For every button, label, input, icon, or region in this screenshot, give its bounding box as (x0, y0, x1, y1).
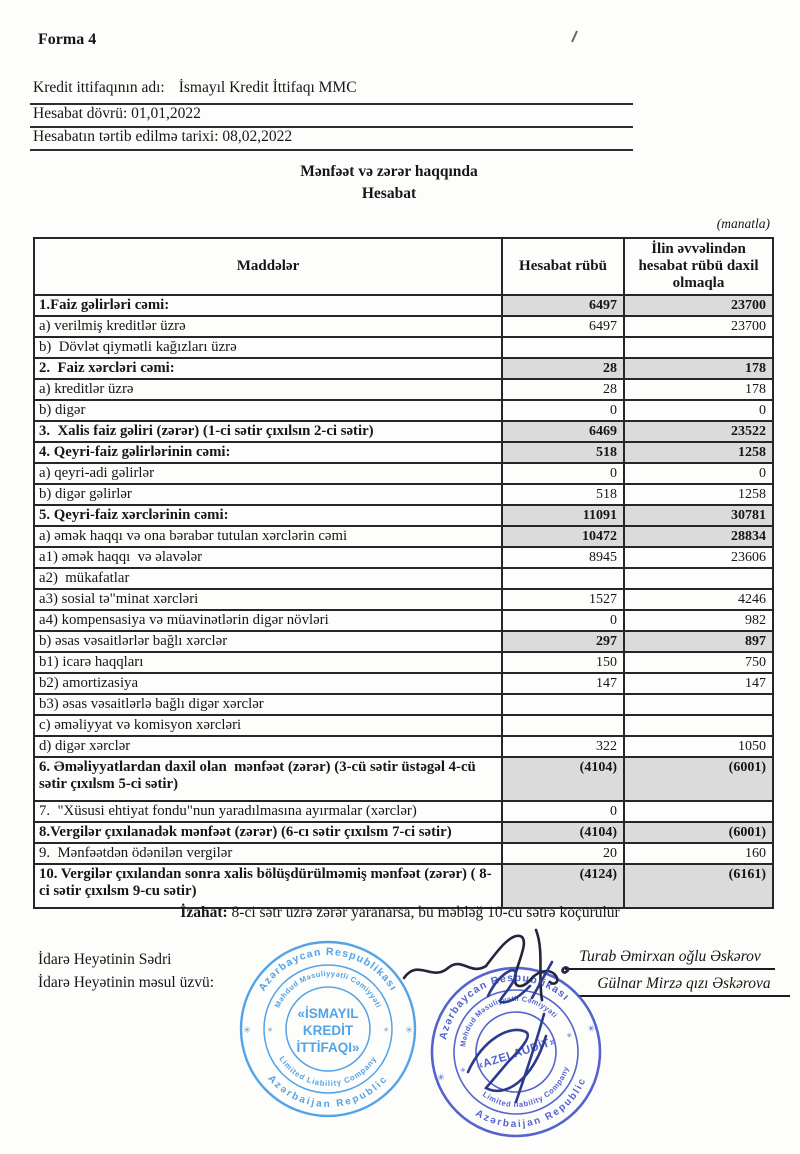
row-label: b) Dövlət qiymətli kağızları üzrə (34, 337, 502, 358)
star-icon: ✳ (586, 1022, 597, 1035)
stamp-center-text: «AZELAUDİT» (475, 1035, 559, 1073)
row-ytd-value: 23522 (624, 421, 773, 442)
row-label: 5. Qeyri-faiz xərclərinin cəmi: (34, 505, 502, 526)
table-row (34, 463, 773, 484)
table-row (34, 526, 773, 547)
table-row (34, 757, 773, 801)
title-line-1: Mənfəət və zərər haqqında (300, 163, 478, 180)
table-row (34, 547, 773, 568)
prepared-date-value: 08,02,2022 (222, 128, 293, 145)
stamp-llc-en-text: Limited liability Company (480, 1065, 571, 1110)
form-number-label: Forma 4 (38, 31, 97, 48)
table-row (34, 400, 773, 421)
table-row (34, 864, 773, 908)
row-quarter-value: 147 (502, 673, 624, 694)
row-ytd-value (624, 715, 773, 736)
row-label: a) kreditlər üzrə (34, 379, 502, 400)
row-ytd-value: 178 (624, 379, 773, 400)
row-ytd-value (624, 694, 773, 715)
signature-name-chairman: Turab Əmirxan oğlu Əskərov (565, 948, 775, 970)
row-ytd-value: 28834 (624, 526, 773, 547)
row-quarter-value: 28 (502, 379, 624, 400)
row-label: 3. Xalis faiz gəliri (zərər) (1-ci sətir çıxılsın 2-ci sətir) (34, 421, 502, 442)
row-quarter-value: 518 (502, 484, 624, 505)
table-row (34, 421, 773, 442)
table-row (34, 631, 773, 652)
row-ytd-value: 1050 (624, 736, 773, 757)
table-row (34, 694, 773, 715)
stamp-center-line1: «İSMAYIL (297, 1006, 359, 1021)
row-ytd-value: 4246 (624, 589, 773, 610)
prepared-date-label: Hesabatın tərtib edilmə tarixi: (33, 128, 219, 145)
stamp-llc-az-text: Məhdud Məsuliyyətli Cəmiyyəti (272, 968, 384, 1010)
ink-mark (565, 28, 583, 46)
signature-role-chairman: İdarə Heyətinin Sədri (38, 951, 172, 968)
table-row (34, 442, 773, 463)
row-label: 7. "Xüsusi ehtiyat fondu"nun yaradılmasına ayırmalar (xərclər) (34, 801, 502, 822)
row-ytd-value: 147 (624, 673, 773, 694)
col-header-ytd: İlin əvvəlindən hesabat rübü daxil olmaqla (624, 238, 773, 295)
table-row (34, 673, 773, 694)
row-quarter-value: 297 (502, 631, 624, 652)
row-quarter-value: 1527 (502, 589, 624, 610)
svg-text:Məhdud Məsuliyyətli Cəmiyyəti (273, 969, 383, 1009)
row-label: 10. Vergilər çıxılandan sonra xalis bölüşdürülməmiş mənfəət (zərər) ( 8-ci sətir çıxılsm 9-cu sətir) (34, 864, 502, 908)
footnote-label: İzahat: (180, 904, 228, 921)
star-icon: ✳ (243, 1025, 251, 1035)
table-row (34, 843, 773, 864)
row-quarter-value: 150 (502, 652, 624, 673)
row-ytd-value: 23700 (624, 295, 773, 316)
row-quarter-value: (4104) (502, 757, 624, 801)
stamp-country-en-text: Azərbaijan Republic (265, 1073, 391, 1111)
row-label: 8.Vergilər çıxılanadək mənfəət (zərər) (6-cı sətir çıxılsm 7-ci sətir) (34, 822, 502, 843)
row-label: b) digər (34, 400, 502, 421)
stamp-country-az-text: Azərbaycan Respublikası (256, 945, 400, 994)
star-icon: ✳ (383, 1026, 389, 1034)
table-row (34, 589, 773, 610)
col-header-quarter: Hesabat rübü (502, 238, 624, 295)
star-icon: ✳ (565, 1030, 574, 1041)
row-quarter-value: 6497 (502, 295, 624, 316)
profit-loss-table (33, 237, 774, 909)
row-ytd-value: 23606 (624, 547, 773, 568)
report-period-line (33, 105, 201, 123)
table-row (34, 822, 773, 843)
row-label: b) digər gəlirlər (34, 484, 502, 505)
row-ytd-value: 982 (624, 610, 773, 631)
table-row (34, 358, 773, 379)
row-quarter-value: 0 (502, 801, 624, 822)
row-ytd-value: 1258 (624, 484, 773, 505)
report-period-value: 01,01,2022 (131, 105, 201, 122)
row-ytd-value: (6001) (624, 822, 773, 843)
star-icon: ✳ (436, 1071, 447, 1084)
row-ytd-value: (6001) (624, 757, 773, 801)
row-ytd-value: 23700 (624, 316, 773, 337)
row-label: 6. Əməliyyatlardan daxil olan mənfəət (zərər) (3-cü sətir üstəgəl 4-cü sətir çıxılsm 5-ci sətir) (34, 757, 502, 801)
row-quarter-value: 20 (502, 843, 624, 864)
currency-note: (manatla) (716, 216, 770, 231)
stamp-country-en-text: Azərbaijan Republic (473, 1075, 589, 1131)
row-ytd-value: 1258 (624, 442, 773, 463)
credit-union-value: İsmayıl Kredit İttifaqı MMC (178, 79, 357, 96)
row-label: a1) əmək haqqı və əlavələr (34, 547, 502, 568)
table-row (34, 484, 773, 505)
row-label: a) əmək haqqı və ona bərabər tutulan xərclərin cəmi (34, 526, 502, 547)
table-row (34, 295, 773, 316)
row-label: a4) kompensasiya və müavinətlərin digər növləri (34, 610, 502, 631)
stamp-center-line2: KREDİT (302, 1023, 354, 1038)
row-quarter-value: 11091 (502, 505, 624, 526)
stamp-llc-az-text: Məhdud Məsuliyyətli Cəmiyyəti (458, 993, 560, 1048)
row-label: 9. Mənfəətdən ödənilən vergilər (34, 843, 502, 864)
row-ytd-value (624, 568, 773, 589)
row-quarter-value: 6497 (502, 316, 624, 337)
title-line-2: Hesabat (361, 185, 417, 202)
table-row (34, 610, 773, 631)
row-quarter-value (502, 337, 624, 358)
row-label: 2. Faiz xərcləri cəmi: (34, 358, 502, 379)
stamp-country-az-text: Azərbaycan Respublikası (437, 971, 572, 1041)
row-quarter-value: 0 (502, 400, 624, 421)
stamp-center-line3: İTTİFAQI» (296, 1040, 360, 1055)
row-label: 4. Qeyri-faiz gəlirlərinin cəmi: (34, 442, 502, 463)
row-ytd-value: 0 (624, 463, 773, 484)
credit-union-name-line (33, 79, 357, 97)
row-label: a) qeyri-adi gəlirlər (34, 463, 502, 484)
stamp-llc-en-text: Limited Liability Company (277, 1054, 379, 1089)
table-row (34, 736, 773, 757)
document-title (0, 161, 778, 205)
table-header-row (34, 238, 773, 295)
table-row (34, 505, 773, 526)
signature-ink-member (448, 952, 588, 1110)
report-period-label: Hesabat dövrü: (33, 105, 128, 122)
signature-name-member: Gülnar Mirzə qızı Əskərova (578, 975, 790, 997)
signature-role-member: İdarə Heyətinin məsul üzvü: (38, 974, 215, 991)
row-label: d) digər xərclər (34, 736, 502, 757)
row-quarter-value: (4104) (502, 822, 624, 843)
table-row (34, 337, 773, 358)
row-quarter-value: 10472 (502, 526, 624, 547)
row-quarter-value (502, 694, 624, 715)
row-label: b2) amortizasiya (34, 673, 502, 694)
row-ytd-value: 750 (624, 652, 773, 673)
col-header-items: Maddələr (34, 238, 502, 295)
star-icon: ✳ (405, 1025, 413, 1035)
row-quarter-value: 6469 (502, 421, 624, 442)
row-label: 1.Faiz gəlirləri cəmi: (34, 295, 502, 316)
row-ytd-value: 897 (624, 631, 773, 652)
table-row (34, 568, 773, 589)
row-ytd-value (624, 337, 773, 358)
row-quarter-value (502, 568, 624, 589)
star-icon: ✳ (459, 1065, 468, 1075)
row-quarter-value: 322 (502, 736, 624, 757)
table-row (34, 801, 773, 822)
row-quarter-value: 0 (502, 463, 624, 484)
row-label: c) əməliyyat və komisyon xərcləri (34, 715, 502, 736)
table-row (34, 379, 773, 400)
company-stamp (237, 938, 419, 1120)
row-label: b1) icarə haqqları (34, 652, 502, 673)
row-ytd-value (624, 801, 773, 822)
row-quarter-value: 518 (502, 442, 624, 463)
row-label: b) əsas vəsaitlərlər bağlı xərclər (34, 631, 502, 652)
row-ytd-value: 0 (624, 400, 773, 421)
row-label: a2) mükafatlar (34, 568, 502, 589)
star-icon: ✳ (267, 1026, 273, 1034)
row-quarter-value: (4124) (502, 864, 624, 908)
table-row (34, 652, 773, 673)
row-quarter-value: 0 (502, 610, 624, 631)
row-quarter-value: 8945 (502, 547, 624, 568)
row-ytd-value: (6161) (624, 864, 773, 908)
row-label: a) verilmiş kreditlər üzrə (34, 316, 502, 337)
row-ytd-value: 30781 (624, 505, 773, 526)
footnote-text: 8-ci sətr üzrə zərər yaranarsa, bu məbləğ 10-cu sətrə köçürülür (227, 904, 620, 921)
table-row (34, 316, 773, 337)
table-row (34, 715, 773, 736)
row-label: a3) sosial tə"minat xərcləri (34, 589, 502, 610)
row-quarter-value: 28 (502, 358, 624, 379)
row-label: b3) əsas vəsaitlərlə bağlı digər xərclər (34, 694, 502, 715)
divider (30, 149, 633, 151)
prepared-date-line (33, 128, 292, 146)
credit-union-label: Kredit ittifaqının adı: (33, 79, 165, 96)
row-ytd-value: 160 (624, 843, 773, 864)
row-quarter-value (502, 715, 624, 736)
row-ytd-value: 178 (624, 358, 773, 379)
